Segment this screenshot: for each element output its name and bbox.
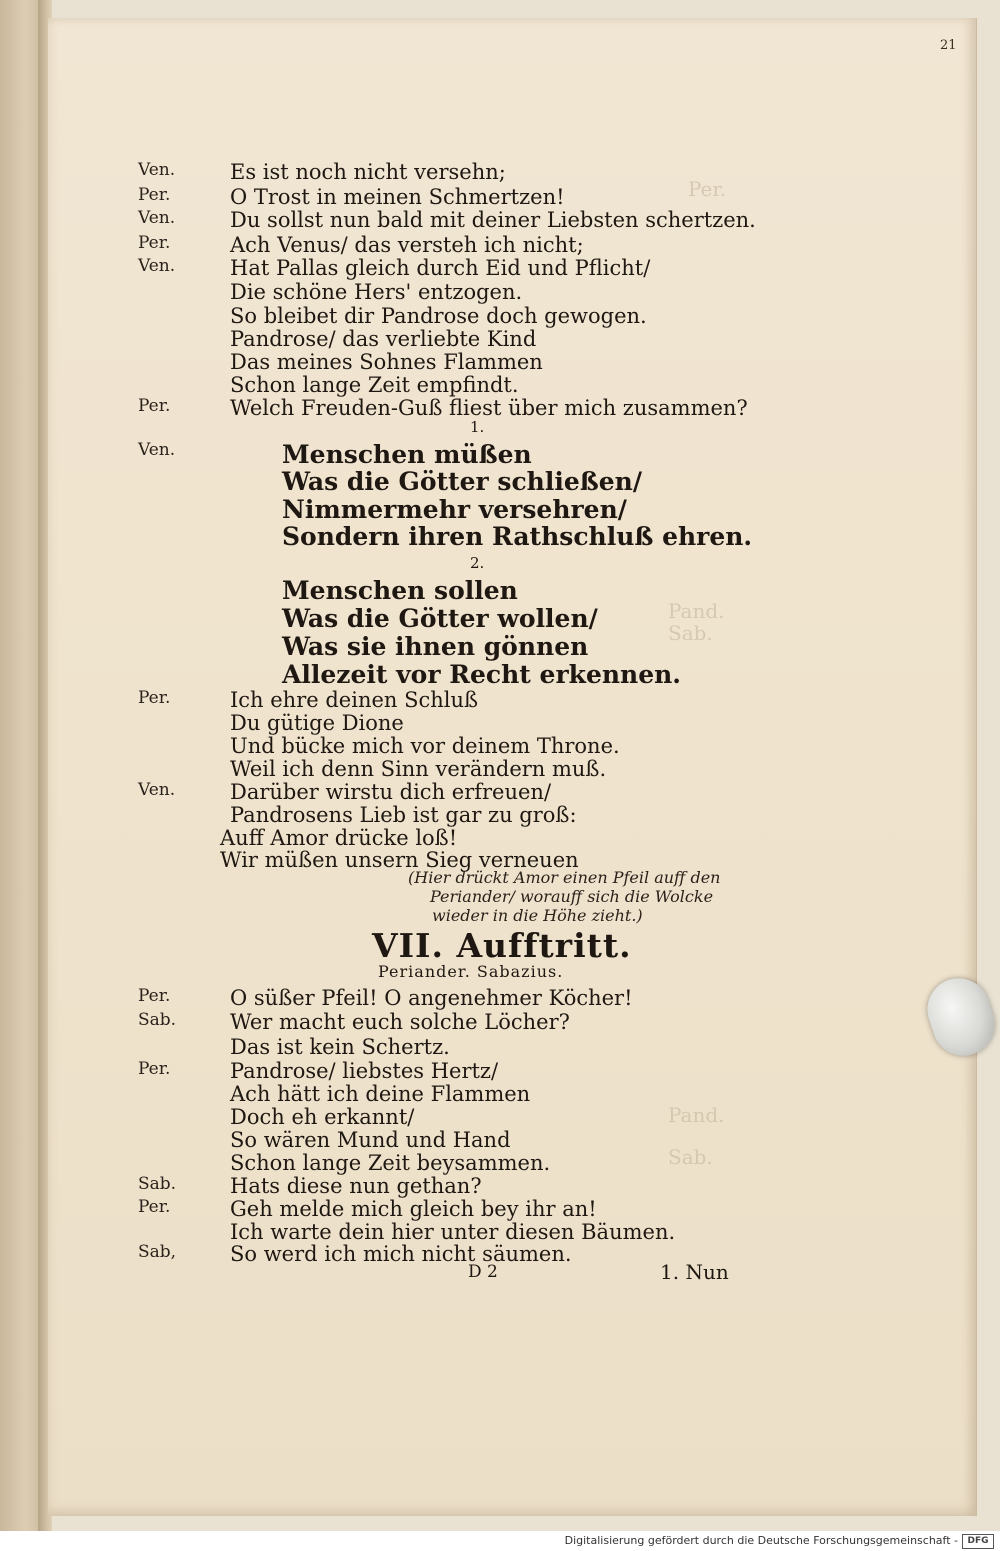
dialogue-text: Weil ich denn Sinn verändern muß.	[230, 757, 607, 781]
speaker-label: Ven.	[138, 440, 176, 460]
speaker-label: Sab,	[138, 1242, 177, 1262]
footer-funding-text: Digitalisierung gefördert durch die Deutsche Forschungsgemeinschaft -	[564, 1534, 958, 1547]
dialogue-text: Auff Amor drücke loß!	[220, 826, 458, 850]
speaker-label: Ven.	[138, 208, 176, 228]
left-page-edge	[0, 0, 42, 1531]
verse-text: Menschen sollen	[282, 576, 518, 605]
bleed-through-label: Pand.	[668, 599, 725, 623]
dialogue-text: Wir müßen unsern Sieg verneuen	[220, 848, 579, 872]
dialogue-text: Ach Venus/ das versteh ich nicht;	[230, 233, 584, 257]
verse-text: Was die Götter wollen/	[282, 604, 598, 633]
dialogue-text: Hat Pallas gleich durch Eid und Pflicht/	[230, 256, 651, 280]
verse-text: Was die Götter schließen/	[282, 467, 642, 496]
verse-text: Allezeit vor Recht erkennen.	[282, 660, 681, 689]
dialogue-text: Das ist kein Schertz.	[230, 1035, 450, 1059]
dialogue-text: Es ist noch nicht versehn;	[230, 160, 506, 184]
dialogue-text: O süßer Pfeil! O angenehmer Köcher!	[230, 986, 633, 1010]
dialogue-text: Schon lange Zeit beysammen.	[230, 1151, 551, 1175]
speaker-label: Per.	[138, 1059, 171, 1079]
dialogue-text: Ach hätt ich deine Flammen	[230, 1082, 531, 1106]
dialogue-text: Hats diese nun gethan?	[230, 1174, 482, 1198]
verse-text: Was sie ihnen gönnen	[282, 632, 589, 661]
page-corner-number: 21	[940, 38, 957, 53]
footer-bar	[0, 1531, 1000, 1551]
dialogue-text: Welch Freuden-Guß fliest über mich zusammen?	[230, 396, 748, 420]
dialogue-text: Pandrose/ liebstes Hertz/	[230, 1059, 499, 1083]
dialogue-text: So werd ich mich nicht säumen.	[230, 1242, 572, 1266]
speaker-label: Ven.	[138, 780, 176, 800]
scene-characters: Periander. Sabazius.	[378, 962, 564, 981]
speaker-label: Per.	[138, 688, 171, 708]
dialogue-text: O Trost in meinen Schmertzen!	[230, 185, 565, 209]
dialogue-text: Die schöne Hers' entzogen.	[230, 280, 523, 304]
dialogue-text: So bleibet dir Pandrose doch gewogen.	[230, 304, 647, 328]
speaker-label: Sab.	[138, 1174, 177, 1194]
speaker-label: Per.	[138, 233, 171, 253]
dialogue-text: Und bücke mich vor deinem Throne.	[230, 734, 620, 758]
catchword: 1. Nun	[660, 1260, 729, 1284]
stage-direction-line: Periander/ worauff sich die Wolcke	[430, 887, 714, 906]
verse-text: Menschen müßen	[282, 440, 532, 469]
dialogue-text: Ich warte dein hier unter diesen Bäumen.	[230, 1220, 676, 1244]
signature-mark: D 2	[468, 1262, 498, 1282]
dialogue-text: Geh melde mich gleich bey ihr an!	[230, 1197, 597, 1221]
speaker-label: Per.	[138, 1197, 171, 1217]
dialogue-text: Pandrose/ das verliebte Kind	[230, 327, 537, 351]
verse-text: Sondern ihren Rathschluß ehren.	[282, 522, 753, 551]
speaker-label: Per.	[138, 185, 171, 205]
dialogue-text: Pandrosens Lieb ist gar zu groß:	[230, 803, 577, 827]
verse-text: Nimmermehr versehren/	[282, 495, 627, 524]
dfg-logo-icon: DFG	[962, 1534, 994, 1549]
dialogue-text: Du gütige Dione	[230, 711, 404, 735]
stage-direction-line: wieder in die Höhe zieht.)	[432, 906, 643, 925]
speaker-label: Ven.	[138, 160, 176, 180]
dialogue-text: Schon lange Zeit empfindt.	[230, 373, 519, 397]
dialogue-text: Wer macht euch solche Löcher?	[230, 1010, 570, 1034]
dialogue-text: Du sollst nun bald mit deiner Liebsten schertzen.	[230, 208, 756, 232]
dialogue-text: Das meines Sohnes Flammen	[230, 350, 543, 374]
dialogue-text: Darüber wirstu dich erfreuen/	[230, 780, 552, 804]
speaker-label: Per.	[138, 396, 171, 416]
scene-heading: VII. Aufftritt.	[372, 926, 632, 965]
speaker-label: Ven.	[138, 256, 176, 276]
bleed-through-label: Sab.	[668, 621, 713, 645]
dialogue-text: Ich ehre deinen Schluß	[230, 688, 479, 712]
bleed-through-label: Per.	[688, 177, 727, 201]
speaker-label: Sab.	[138, 1010, 177, 1030]
dialogue-text: So wären Mund und Hand	[230, 1128, 511, 1152]
bleed-through-label: Pand.	[668, 1103, 725, 1127]
dialogue-text: Doch eh erkannt/	[230, 1105, 415, 1129]
speaker-label: Per.	[138, 986, 171, 1006]
stage-direction-line: (Hier drückt Amor einen Pfeil auff den	[408, 868, 721, 887]
bleed-through-label: Sab.	[668, 1145, 713, 1169]
